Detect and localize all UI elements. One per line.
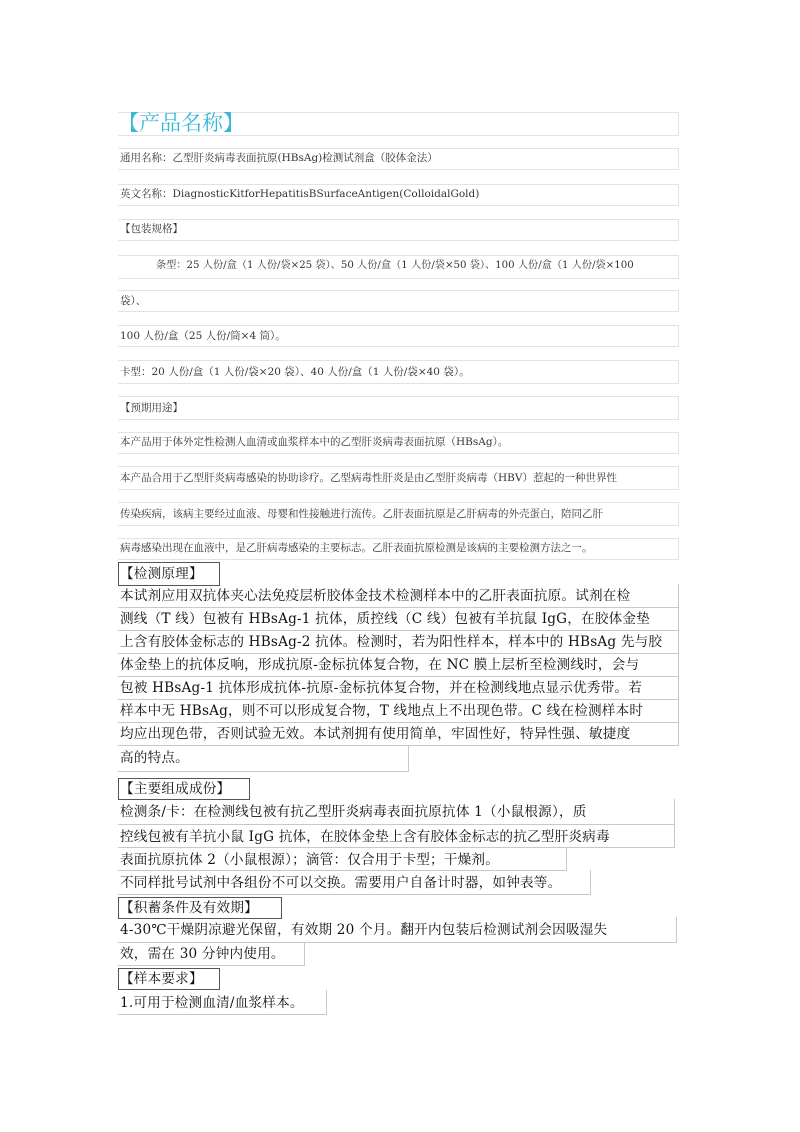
package-strip-2: 袋）、 (120, 295, 147, 307)
components-line-3: 表面抗原抗体 2（小鼠根源）；滴管：仅合用于卡型；干燥剂。 (120, 852, 499, 868)
components-line-1: 检测条/卡：在检测线包被有抗乙型肝炎病毒表面抗原抗体 1（小鼠根源），质 (120, 804, 587, 820)
english-name: 英文名称：DiagnosticKitforHepatitisBSurfaceAntigen(ColloidalGold) (120, 188, 480, 200)
principle-line-3: 上含有胶体金标志的 HBsAg-2 抗体。检测时，若为阳性样本，样本中的 HBsAg 先与胶 (120, 634, 663, 650)
use-line-1: 本产品用于体外定性检测人血清或血浆样本中的乙型肝炎病毒表面抗原（HBsAg）。 (120, 436, 509, 448)
use-line-3: 传染疾病，该病主要经过血液、母婴和性接触进行流传。乙肝表面抗原是乙肝病毒的外壳蛋白，陪同乙肝 (120, 508, 603, 520)
product-name-heading: 【产品名称】 (118, 111, 244, 135)
package-strip-3: 100 人份/盒（25 人份/筒×4 筒）。 (120, 330, 286, 342)
components-heading: 【主要组成成份】 (120, 781, 231, 797)
package-heading-box (118, 219, 679, 241)
use-line-2: 本产品合用于乙型肝炎病毒感染的协助诊疗。乙型病毒性肝炎是由乙型肝炎病毒（HBV）惹起的一种世界性 (120, 472, 617, 484)
package-card: 卡型：20 人份/盒（1 人份/袋×20 袋）、40 人份/盒（1 人份/袋×40 袋）。 (120, 366, 470, 378)
use-heading: 【预期用途】 (120, 402, 183, 414)
principle-line-5: 包被 HBsAg-1 抗体形成抗体-抗原-金标抗体复合物，并在检测线地点显示优秀带。若 (120, 680, 643, 696)
sample-line-1: 1.可用于检测血清/血浆样本。 (120, 995, 304, 1011)
principle-line-7: 均应出现色带，否则试验无效。本试剂拥有使用简单，牢固性好，特异性强、敏捷度 (120, 726, 631, 742)
package-heading: 【包装规格】 (120, 223, 183, 235)
principle-line-2: 测线（T 线）包被有 HBsAg-1 抗体，质控线（C 线）包被有羊抗鼠 IgG，在胶体金垫 (120, 611, 651, 627)
sample-heading: 【样本要求】 (120, 971, 203, 987)
storage-heading: 【积蓄条件及有效期】 (120, 900, 258, 916)
principle-line-8: 高的特点。 (120, 750, 189, 766)
package-strip-2-box (118, 290, 679, 312)
generic-name: 通用名称：乙型肝炎病毒表面抗原(HBsAg)检测试剂盒（胶体金法） (120, 152, 438, 164)
principle-line-1: 本试剂应用双抗体夹心法免疫层析胶体金技术检测样本中的乙肝表面抗原。试剂在检 (120, 588, 631, 604)
principle-line-6: 样本中无 HBsAg，则不可以形成复合物，T 线地点上不出现色带。C 线在检测样本时 (120, 703, 644, 719)
principle-heading: 【检测原理】 (120, 566, 203, 582)
package-strip-1: 条型：25 人份/盒（1 人份/袋×25 袋）、50 人份/盒（1 人份/袋×50 袋）、100 人份/盒（1 人份/袋×100 (156, 260, 634, 271)
storage-line-1: 4-30℃干燥阴凉避光保留，有效期 20 个月。翻开内包装后检测试剂会因吸湿失 (120, 922, 608, 938)
components-line-2: 控线包被有羊抗小鼠 IgG 抗体，在胶体金垫上含有胶体金标志的抗乙型肝炎病毒 (120, 829, 610, 845)
use-line-4: 病毒感染出现在血液中，是乙肝病毒感染的主要标志。乙肝表面抗原检测是该病的主要检测方法之一。 (120, 542, 593, 554)
components-line-4: 不同样批号试剂中各组份不可以交换。需要用户自备计时器，如钟表等。 (120, 875, 562, 891)
storage-line-2: 效，需在 30 分钟内使用。 (120, 946, 285, 962)
use-heading-box (118, 396, 679, 420)
principle-line-4: 体金垫上的抗体反响，形成抗原-金标抗体复合物，在 NC 膜上层析至检测线时，会与 (120, 657, 640, 673)
